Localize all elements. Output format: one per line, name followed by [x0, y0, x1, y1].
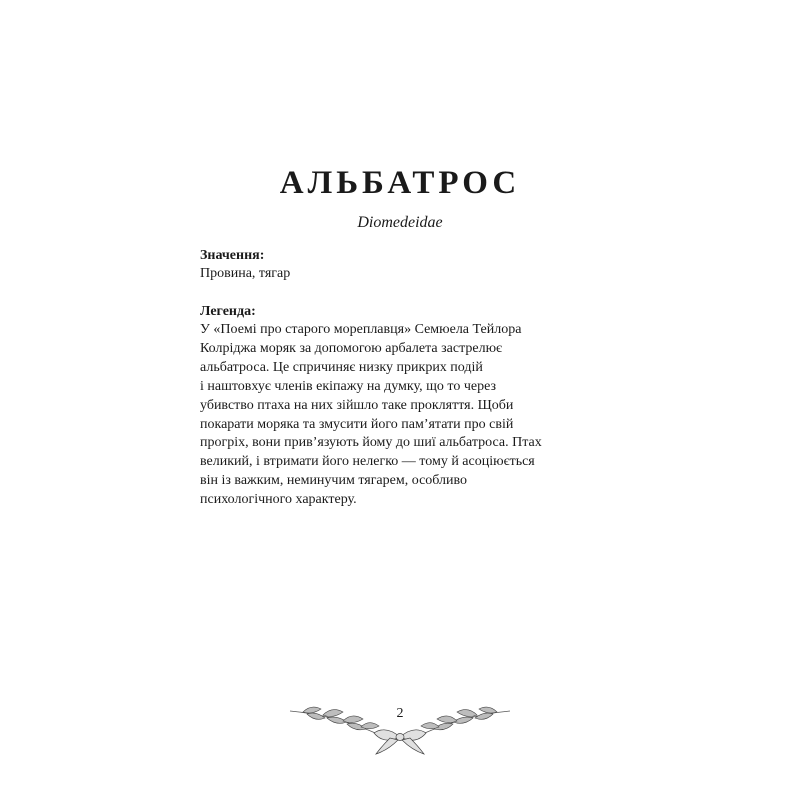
latin-name: Diomedeidae	[357, 214, 443, 231]
legend-line: альбатроса. Це спричиняє низку прикрих подій	[200, 359, 483, 375]
legend-line: великий, і втримати його нелегко — тому й асоціюється	[200, 454, 535, 470]
laurel-ornament-icon	[285, 693, 515, 763]
legend-line: покарати моряка та змусити його пам’ятати про свій	[200, 416, 514, 432]
legend-line: Колріджа моряк за допомогою арбалета застрелює	[200, 340, 503, 356]
page-number: 2	[396, 706, 404, 721]
page-title: АЛЬБАТРОС	[279, 165, 521, 201]
legend-text	[200, 321, 580, 510]
legend-label: Легенда:	[200, 304, 256, 319]
legend-line: він із важким, неминучим тягарем, особливо	[200, 473, 468, 489]
legend-line: убивство птаха на них зійшло таке прокляття. Щоби	[200, 397, 514, 413]
legend-line: психологічного характеру.	[200, 492, 357, 508]
legend-line: прогріх, вони прив’язують йому до шиї альбатроса. Птах	[200, 435, 542, 451]
legend-line: і наштовхує членів екіпажу на думку, що то через	[200, 378, 497, 394]
legend-line: У «Поемі про старого мореплавця» Семюела Тейлора	[200, 322, 522, 337]
meaning-text: Провина, тягар	[200, 266, 291, 281]
meaning-label: Значення:	[200, 248, 265, 263]
